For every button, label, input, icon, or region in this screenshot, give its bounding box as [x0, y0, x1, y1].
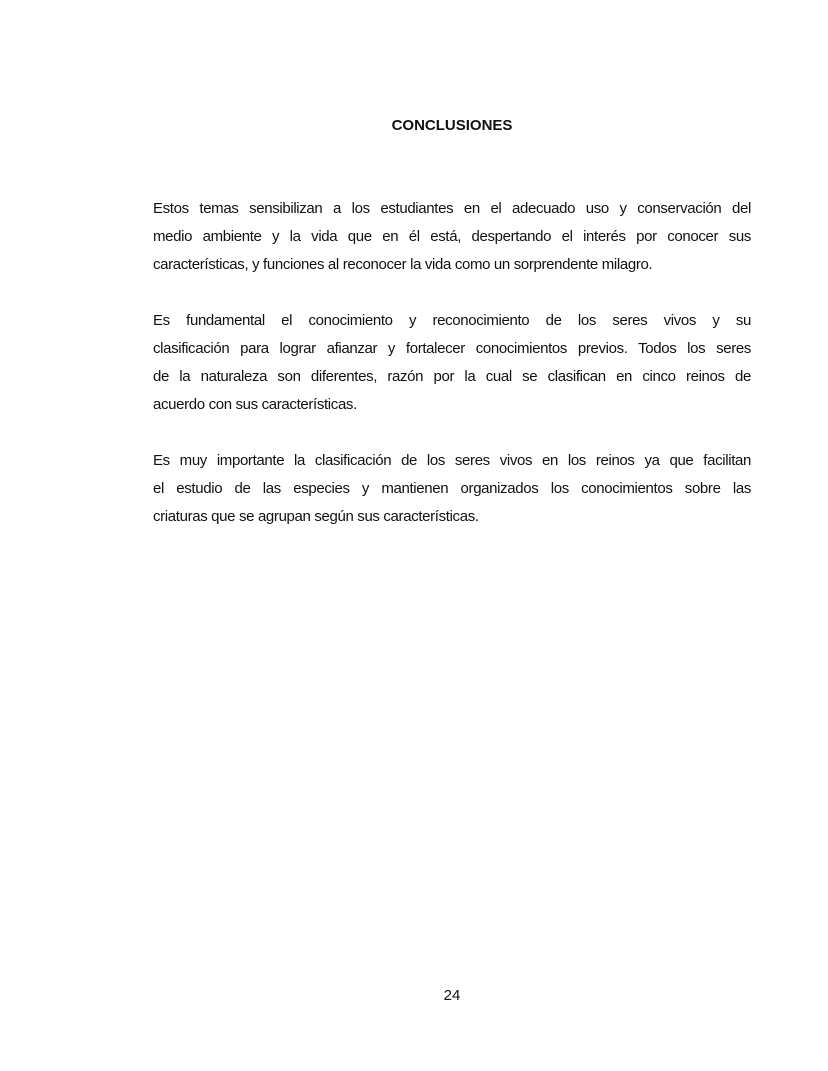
- text-line: clasificación para lograr afianzar y fortalecer conocimientos previos. Todos los seres: [153, 340, 751, 357]
- paragraph-1: [153, 199, 751, 283]
- text-line: Es muy importante la clasificación de los seres vivos en los reinos ya que facilitan: [153, 452, 751, 469]
- page-number: 24: [443, 987, 461, 1004]
- text-line: Es fundamental el conocimiento y reconocimiento de los seres vivos y su: [153, 312, 751, 329]
- page-title: CONCLUSIONES: [391, 117, 513, 134]
- text-line: medio ambiente y la vida que en él está, despertando el interés por conocer sus: [153, 228, 751, 245]
- text-line: acuerdo con sus características.: [153, 396, 357, 413]
- text-line: el estudio de las especies y mantienen organizados los conocimientos sobre las: [153, 480, 751, 497]
- paragraph-2: [153, 311, 751, 423]
- paragraph-3: [153, 451, 751, 535]
- text-line: Estos temas sensibilizan a los estudiantes en el adecuado uso y conservación del: [153, 200, 751, 217]
- text-line: criaturas que se agrupan según sus características.: [153, 508, 479, 525]
- text-line: características, y funciones al reconocer la vida como un sorprendente milagro.: [153, 256, 653, 273]
- text-line: de la naturaleza son diferentes, razón por la cual se clasifican en cinco reinos de: [153, 368, 751, 385]
